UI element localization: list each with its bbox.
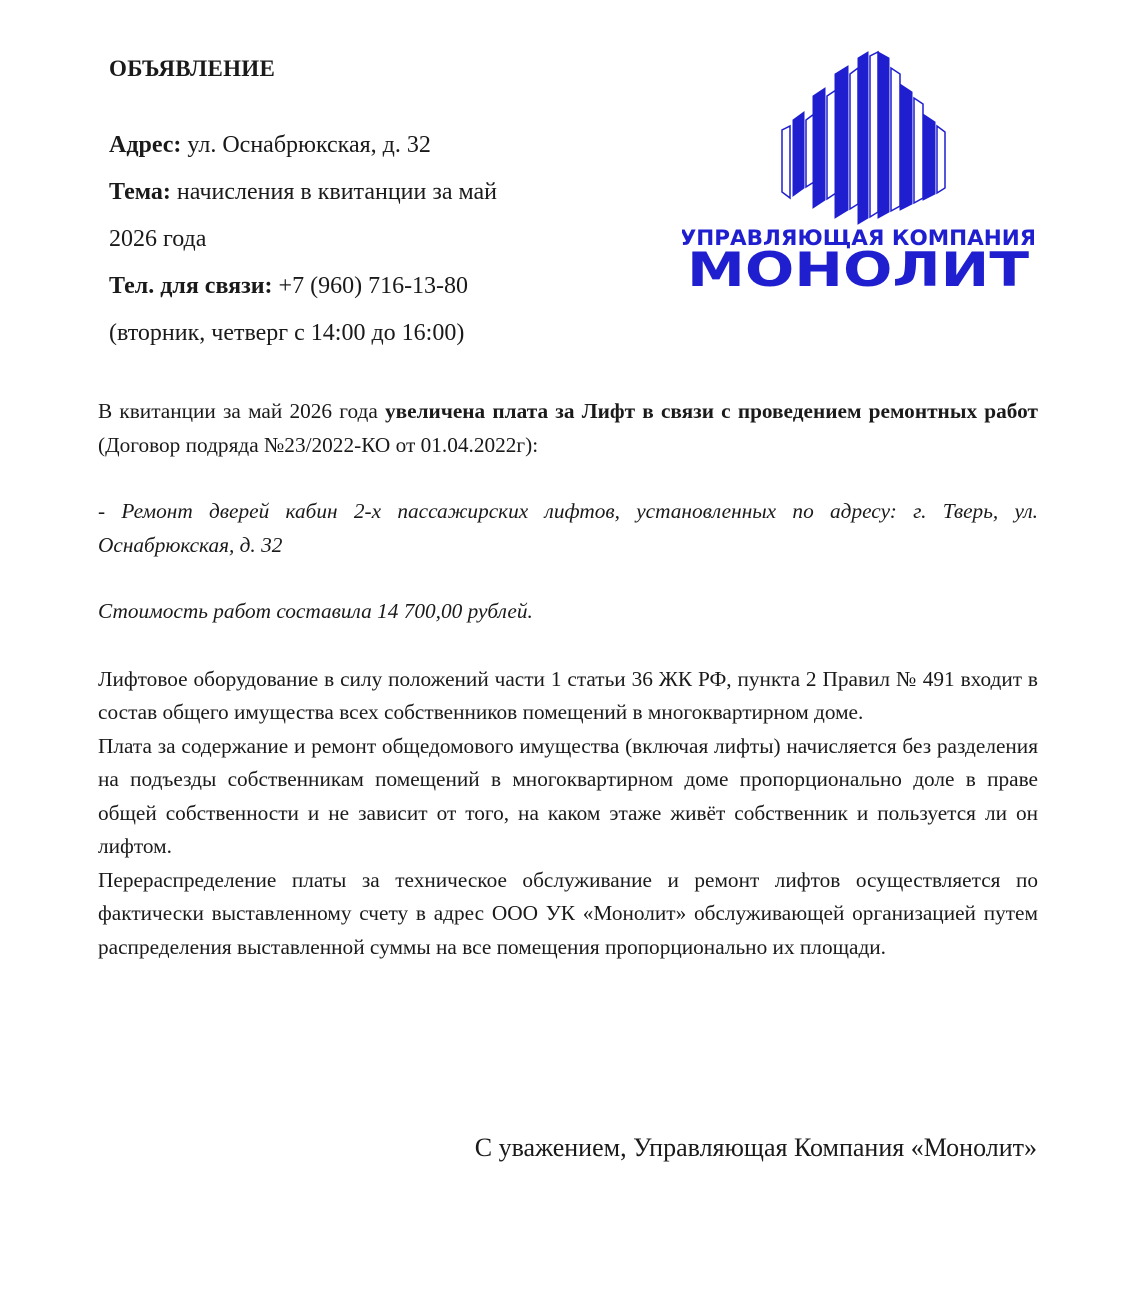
topic-value: начисления в квитанции за май	[170, 179, 498, 205]
work-item: - Ремонт дверей кабин 2-х пассажирских лифтов, установленных по адресу: г. Тверь, ул. Оснабрюкская, д. 32	[98, 499, 1038, 557]
redistribution-paragraph: Перераспределение платы за техническое обслуживание и ремонт лифтов осуществляется по фактически выставленному счету в адрес ООО УК «Монолит» обслуживающей организацией путем распределения выставленной суммы на все помещения пропорционально их площади.	[98, 867, 1038, 959]
phone-line	[109, 263, 579, 310]
page-title: ОБЪЯВЛЕНИЕ	[109, 56, 276, 81]
law-paragraph: Лифтовое оборудование в силу положений части 1 статьи 36 ЖК РФ, пункта 2 Правил № 491 входит в состав общего имущества всех собственников помещений в многоквартирном доме.	[98, 666, 1038, 724]
address-line	[109, 122, 579, 169]
logo-tagline: УПРАВЛЯЮЩАЯ КОМПАНИЯ	[682, 226, 1034, 251]
topic-label: Тема:	[109, 179, 171, 205]
signature: С уважением, Управляющая Компания «Монолит»	[474, 1133, 1037, 1162]
office-hours: (вторник, четверг с 14:00 до 16:00)	[109, 320, 465, 346]
logo-name: МОНОЛИТ	[687, 243, 1029, 298]
address-value: ул. Оснабрюкская, д. 32	[181, 132, 431, 158]
phone-label: Тел. для связи:	[109, 273, 273, 299]
contact-info	[109, 122, 579, 357]
topic-line	[109, 169, 579, 216]
phone-value: +7 (960) 716-13-80	[272, 273, 469, 299]
p1-end: (Договор подряда №23/2022-КО от 01.04.2022г):	[98, 432, 539, 457]
fee-paragraph: Плата за содержание и ремонт общедомового имущества (включая лифты) начисляется без разделения на подъезды собственникам помещений в многоквартирном доме пропорционально доле в праве общей собственности и не зависит от того, на каком этаже живёт собственник и пользуется ли он лифтом.	[98, 733, 1038, 858]
topic-line-continued: 2026 года	[109, 226, 207, 252]
address-label: Адрес:	[109, 132, 182, 158]
p1-emphasis: увеличена плата за Лифт в связи с проведением ремонтных работ	[385, 399, 1038, 423]
p1-start: В квитанции за май 2026 года	[98, 399, 385, 423]
price-increase-paragraph	[98, 395, 1038, 462]
announcement-body	[98, 395, 1038, 964]
monolit-logo-graphic	[682, 48, 1034, 298]
work-cost: Стоимость работ составила 14 700,00 рублей.	[98, 599, 533, 623]
company-logo	[682, 48, 1034, 298]
